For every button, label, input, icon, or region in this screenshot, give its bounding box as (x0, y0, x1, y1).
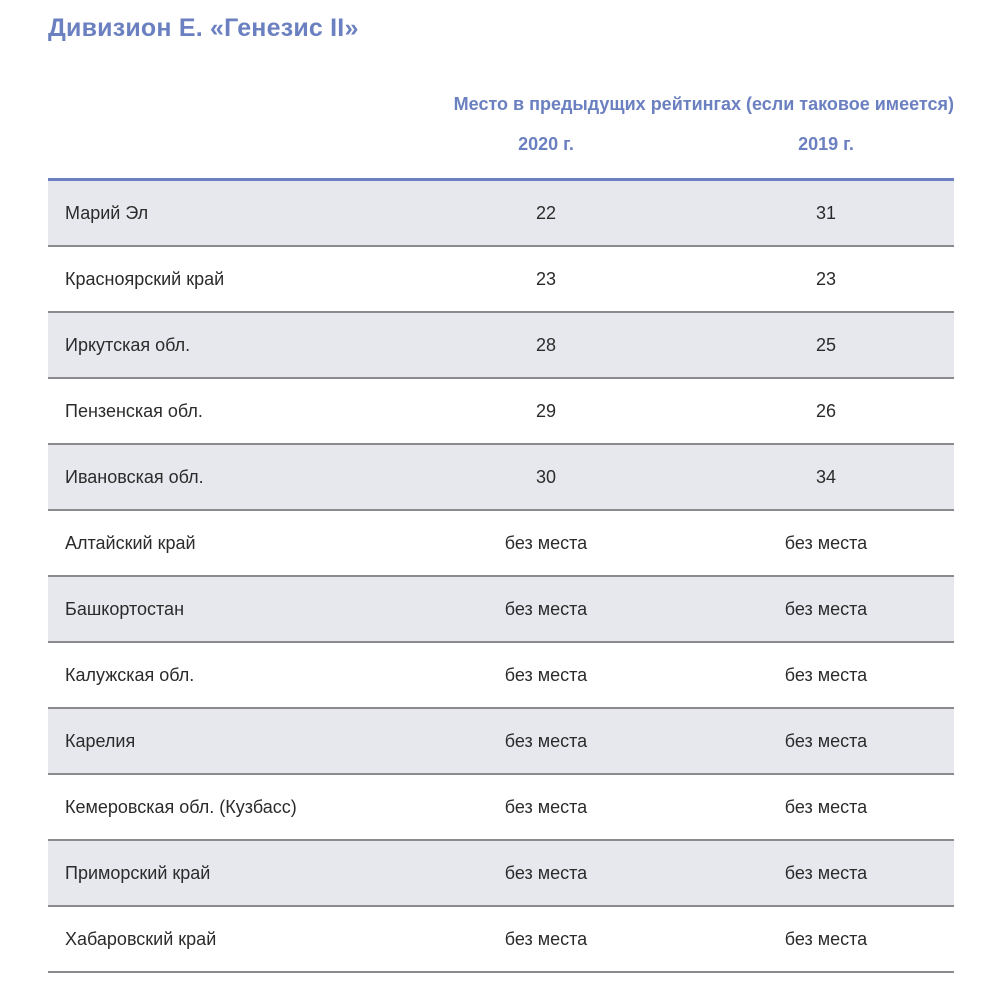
region-cell: Марий Эл (65, 203, 149, 223)
value-2020-cell: без места (504, 863, 588, 883)
table-row (48, 313, 954, 379)
region-cell: Калужская обл. (65, 665, 195, 685)
column-header-2019: 2019 г. (798, 134, 854, 154)
region-cell: Приморский край (65, 863, 211, 883)
table-body (48, 181, 954, 973)
value-2020-cell: без места (504, 599, 588, 619)
region-cell: Ивановская обл. (65, 467, 204, 487)
group-header-label: Место в предыдущих рейтингах (если таковое имеется) (453, 94, 954, 114)
region-cell: Хабаровский край (65, 929, 217, 949)
region-cell: Красноярский край (65, 269, 225, 289)
value-2019-cell: 26 (815, 401, 837, 421)
region-cell: Кемеровская обл. (Кузбасс) (65, 797, 297, 817)
value-2019-cell: 23 (815, 269, 837, 289)
table-row (48, 775, 954, 841)
value-2019-cell: без места (784, 533, 868, 553)
value-2019-cell: без места (784, 731, 868, 751)
region-cell: Алтайский край (65, 533, 196, 553)
value-2019-cell: без места (784, 599, 868, 619)
table-row (48, 577, 954, 643)
region-cell: Пензенская обл. (65, 401, 203, 421)
value-2020-cell: без места (504, 665, 588, 685)
column-header-2020: 2020 г. (518, 134, 574, 154)
table-row (48, 247, 954, 313)
value-2020-cell: без места (504, 797, 588, 817)
value-2019-cell: без места (784, 863, 868, 883)
page-title: Дивизион Е. «Генезис II» (48, 14, 359, 42)
value-2019-cell: без места (784, 929, 868, 949)
value-2019-cell: 25 (815, 335, 837, 355)
table-row (48, 181, 954, 247)
table-header (48, 82, 954, 178)
value-2020-cell: без места (504, 731, 588, 751)
table-row (48, 445, 954, 511)
value-2020-cell: 29 (535, 401, 557, 421)
region-cell: Иркутская обл. (65, 335, 191, 355)
value-2019-cell: 34 (815, 467, 837, 487)
value-2019-cell: 31 (815, 203, 837, 223)
region-cell: Башкортостан (65, 599, 185, 619)
value-2020-cell: 23 (535, 269, 557, 289)
table-row (48, 511, 954, 577)
region-cell: Карелия (65, 731, 136, 751)
value-2020-cell: 28 (535, 335, 557, 355)
table-row (48, 841, 954, 907)
value-2020-cell: 30 (535, 467, 557, 487)
table-row (48, 379, 954, 445)
table-row (48, 907, 954, 973)
ranking-table (48, 82, 954, 973)
value-2019-cell: без места (784, 797, 868, 817)
value-2020-cell: 22 (535, 203, 557, 223)
value-2020-cell: без места (504, 533, 588, 553)
table-row (48, 709, 954, 775)
value-2020-cell: без места (504, 929, 588, 949)
value-2019-cell: без места (784, 665, 868, 685)
table-row (48, 643, 954, 709)
